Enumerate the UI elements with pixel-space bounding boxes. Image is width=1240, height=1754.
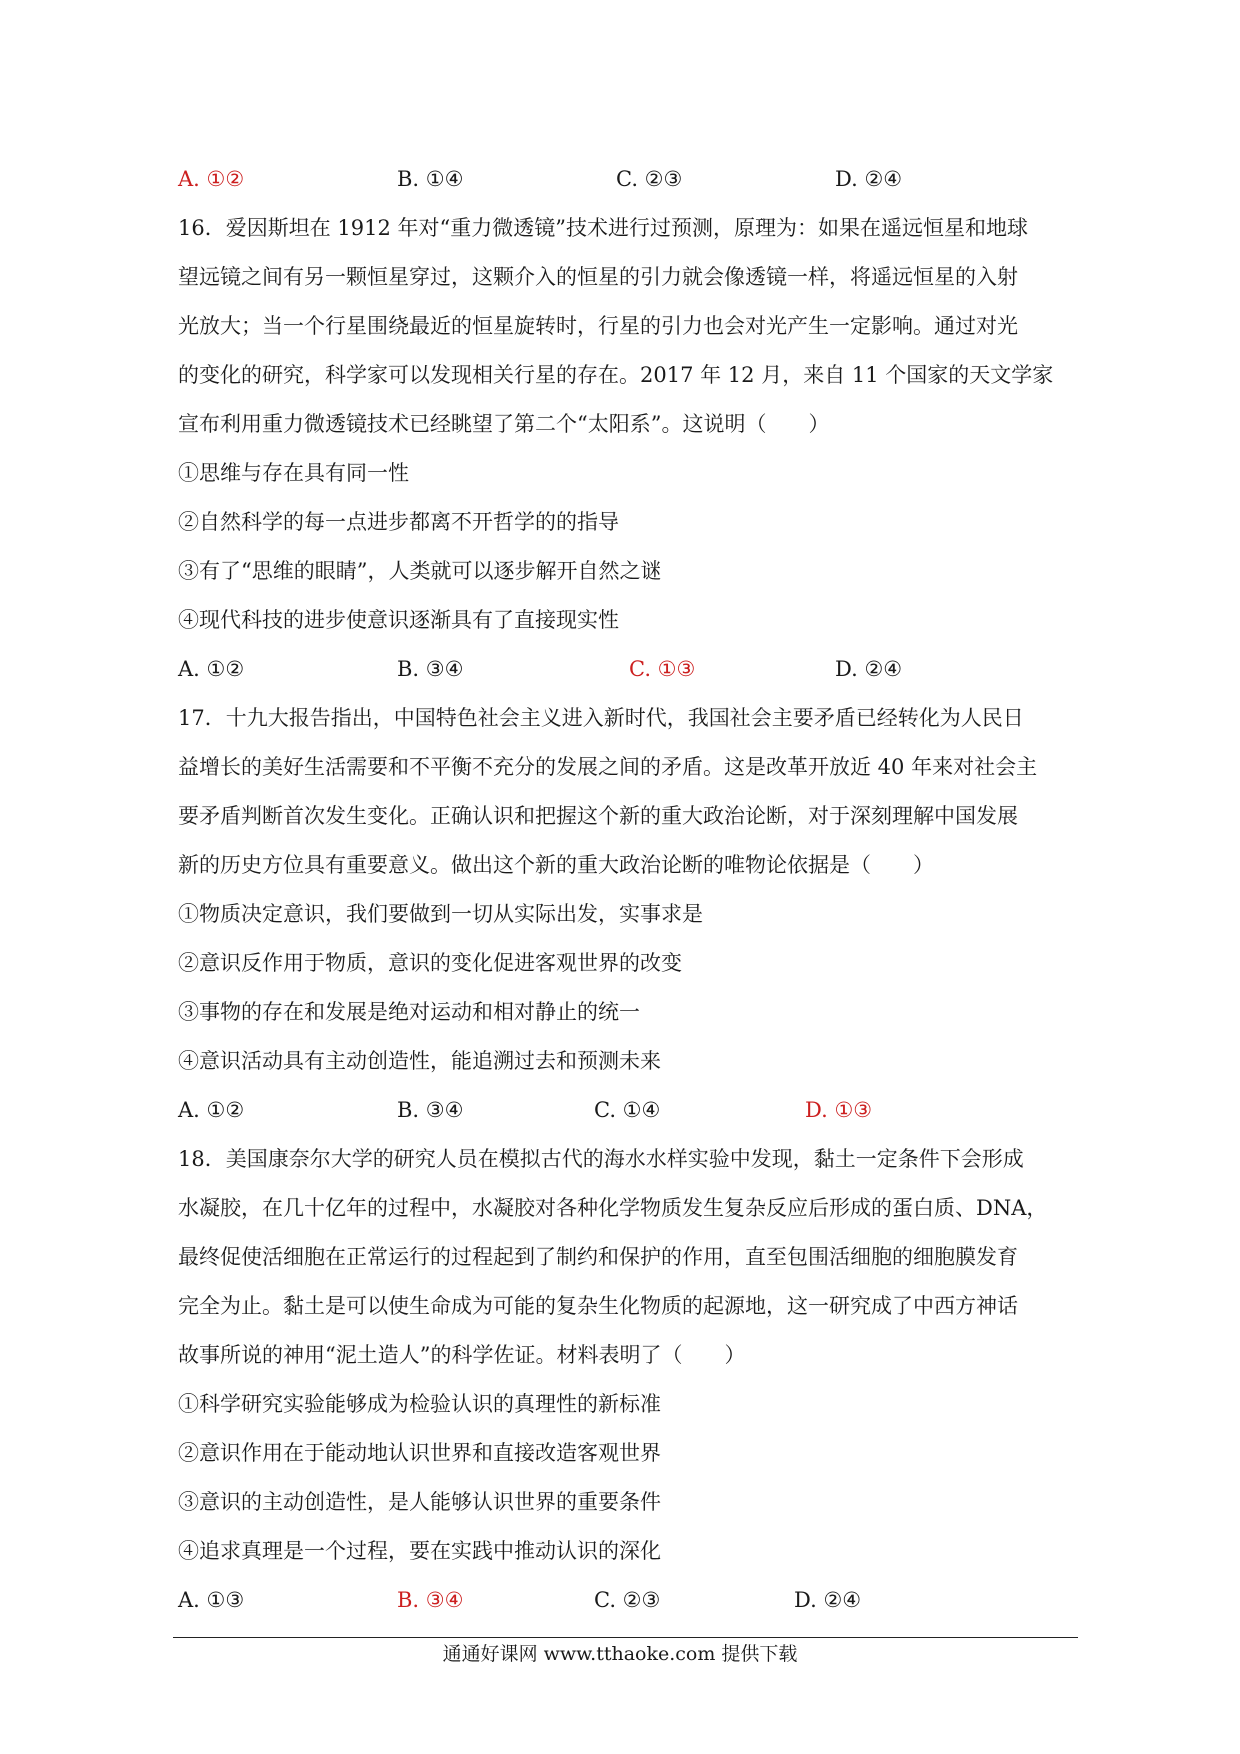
q16-stem-line: 宣布利用重力微透镜技术已经眺望了第二个“太阳系”。这说明（ ）	[178, 412, 830, 436]
q16-option-d: D. ②④	[835, 657, 903, 681]
q18-item-2: ②意识作用在于能动地认识世界和直接改造客观世界	[178, 1441, 661, 1465]
q16-option-b: B. ③④	[397, 657, 464, 681]
question-17	[178, 694, 1078, 1135]
q18-stem-line: 故事所说的神用“泥土造人”的科学佐证。材料表明了（ ）	[178, 1343, 746, 1367]
q15-option-d: D. ②④	[835, 167, 903, 191]
q17-stem-line: 益增长的美好生活需要和不平衡不充分的发展之间的矛盾。这是改革开放近 40 年来对社会主	[178, 755, 1038, 779]
q16-item-4: ④现代科技的进步使意识逐渐具有了直接现实性	[178, 608, 619, 632]
q15-options	[178, 155, 1078, 204]
footer-credit: 通通好课网 www.tthaoke.com 提供下载	[442, 1643, 798, 1665]
q17-item-3: ③事物的存在和发展是绝对运动和相对静止的统一	[178, 1000, 640, 1024]
q18-item-3: ③意识的主动创造性，是人能够认识世界的重要条件	[178, 1490, 661, 1514]
q17-options	[178, 1086, 1078, 1135]
q16-stem-line: 的变化的研究，科学家可以发现相关行星的存在。2017 年 12 月，来自 11 个国家的天文学家	[178, 363, 1054, 387]
q18-options	[178, 1576, 1078, 1625]
q18-stem-line: 完全为止。黏土是可以使生命成为可能的复杂生化物质的起源地，这一研究成了中西方神话	[178, 1294, 1018, 1318]
q16-option-a: A. ①②	[178, 657, 245, 681]
q18-option-b: B. ③④	[397, 1588, 464, 1612]
q17-item-2: ②意识反作用于物质，意识的变化促进客观世界的改变	[178, 951, 682, 975]
q16-stem-line: 16．爱因斯坦在 1912 年对“重力微透镜”技术进行过预测，原理为：如果在遥远恒星和地球	[178, 216, 1028, 240]
question-18	[178, 1135, 1078, 1625]
q16-item-2: ②自然科学的每一点进步都离不开哲学的的指导	[178, 510, 619, 534]
question-16	[178, 204, 1078, 694]
q16-stem-line: 光放大；当一个行星围绕最近的恒星旋转时，行星的引力也会对光产生一定影响。通过对光	[178, 314, 1018, 338]
q17-stem-line: 17．十九大报告指出，中国特色社会主义进入新时代，我国社会主要矛盾已经转化为人民日	[178, 706, 1024, 730]
q18-option-c: C. ②③	[594, 1588, 661, 1612]
q18-stem-line: 最终促使活细胞在正常运行的过程起到了制约和保护的作用，直至包围活细胞的细胞膜发育	[178, 1245, 1018, 1269]
q15-option-a: A. ①②	[178, 167, 245, 191]
exam-page-content	[178, 155, 1078, 1625]
q16-options	[178, 645, 1078, 694]
q16-stem-line: 望远镜之间有另一颗恒星穿过，这颗介入的恒星的引力就会像透镜一样，将遥远恒星的入射	[178, 265, 1018, 289]
q18-item-1: ①科学研究实验能够成为检验认识的真理性的新标准	[178, 1392, 661, 1416]
q17-stem-line: 要矛盾判断首次发生变化。正确认识和把握这个新的重大政治论断，对于深刻理解中国发展	[178, 804, 1018, 828]
q18-item-4: ④追求真理是一个过程，要在实践中推动认识的深化	[178, 1539, 661, 1563]
q18-stem-line: 水凝胶，在几十亿年的过程中，水凝胶对各种化学物质发生复杂反应后形成的蛋白质、DNA，	[178, 1196, 1048, 1220]
footer-divider	[173, 1637, 1078, 1638]
q17-item-4: ④意识活动具有主动创造性，能追溯过去和预测未来	[178, 1049, 661, 1073]
q17-option-c: C. ①④	[594, 1098, 661, 1122]
q17-option-b: B. ③④	[397, 1098, 464, 1122]
q17-item-1: ①物质决定意识，我们要做到一切从实际出发，实事求是	[178, 902, 703, 926]
q17-stem-line: 新的历史方位具有重要意义。做出这个新的重大政治论断的唯物论依据是（ ）	[178, 853, 934, 877]
q16-item-1: ①思维与存在具有同一性	[178, 461, 409, 485]
q16-option-c: C. ①③	[629, 657, 696, 681]
q18-option-d: D. ②④	[794, 1588, 862, 1612]
q17-option-a: A. ①②	[178, 1098, 245, 1122]
q16-item-3: ③有了“思维的眼睛”，人类就可以逐步解开自然之谜	[178, 559, 662, 583]
q15-option-c: C. ②③	[616, 167, 683, 191]
q18-option-a: A. ①③	[178, 1588, 245, 1612]
q17-option-d: D. ①③	[805, 1098, 873, 1122]
q15-option-b: B. ①④	[397, 167, 464, 191]
q18-stem-line: 18．美国康奈尔大学的研究人员在模拟古代的海水水样实验中发现，黏土一定条件下会形成	[178, 1147, 1024, 1171]
